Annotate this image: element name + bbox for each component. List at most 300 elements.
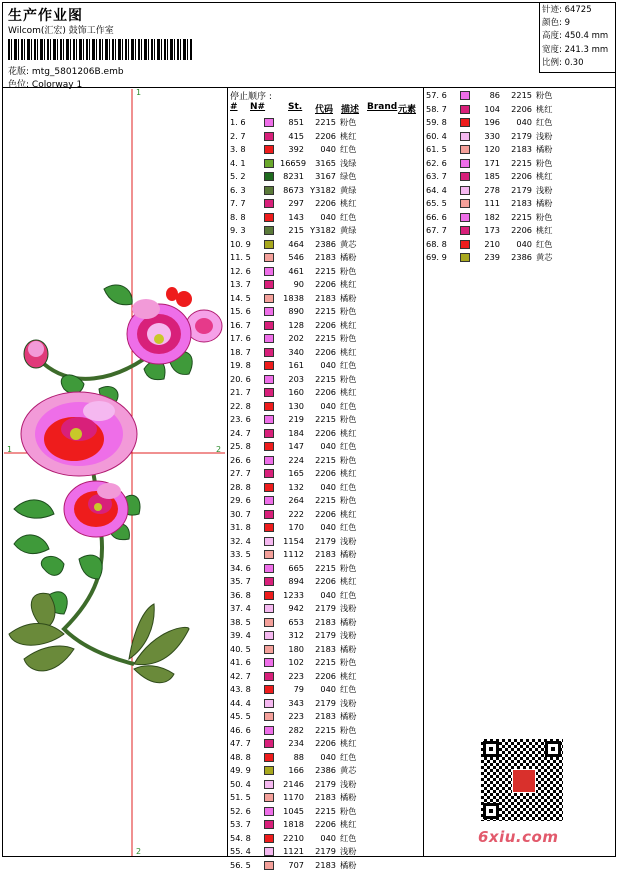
- row-stitches: 392: [288, 144, 304, 154]
- color-swatch-icon: [264, 658, 274, 667]
- row-code: 2215: [315, 333, 336, 343]
- row-desc: 红色: [340, 684, 357, 694]
- row-code: 2183: [315, 252, 336, 262]
- seal-icon: [512, 769, 536, 793]
- color-swatch-icon: [264, 267, 274, 276]
- row-seq: 17. 6: [230, 333, 251, 343]
- row-stitches: 219: [288, 414, 304, 424]
- color-swatch-icon: [460, 132, 470, 141]
- color-swatch-icon: [264, 834, 274, 843]
- row-stitches: 1045: [283, 805, 304, 816]
- stat-scale: 比例: 0.30: [542, 57, 584, 68]
- row-desc: 粉色: [340, 562, 357, 573]
- row-desc: 桃红: [340, 819, 357, 829]
- row-code: 2179: [315, 697, 336, 708]
- row-code: 2183: [511, 198, 532, 208]
- row-stitches: 90: [293, 279, 304, 289]
- row-desc: 桃红: [340, 508, 357, 519]
- row-stitches: 223: [288, 711, 304, 721]
- row-stitches: 2146: [283, 778, 304, 789]
- row-desc: 粉色: [340, 333, 357, 343]
- row-stitches: 171: [484, 157, 500, 168]
- row-desc: 红色: [340, 211, 357, 222]
- row-seq: 7. 7: [230, 198, 246, 208]
- row-code: 2215: [315, 414, 336, 424]
- row-stitches: 86: [489, 90, 500, 100]
- color-swatch-icon: [264, 456, 274, 465]
- color-swatch-icon: [460, 240, 470, 249]
- header: [2, 2, 616, 88]
- row-seq: 32. 4: [230, 535, 251, 546]
- row-seq: 3. 8: [230, 144, 246, 154]
- row-desc: 桃红: [340, 279, 357, 289]
- color-swatch-icon: [264, 442, 274, 451]
- color-swatch-icon: [460, 186, 470, 195]
- row-stitches: 16659: [280, 157, 307, 168]
- row-seq: 66. 6: [426, 211, 447, 222]
- color-swatch-icon: [264, 186, 274, 195]
- row-seq: 31. 8: [230, 522, 251, 532]
- color-swatch-icon: [264, 226, 274, 235]
- row-desc: 粉色: [340, 117, 357, 127]
- sequence-heading: 停止顺序 :: [230, 92, 272, 102]
- color-swatch-icon: [264, 537, 274, 546]
- row-code: 2179: [315, 535, 336, 546]
- row-seq: 4. 1: [230, 157, 246, 168]
- row-stitches: 185: [484, 171, 500, 181]
- page-title: 生产作业图: [8, 8, 83, 24]
- row-desc: 橘粉: [340, 643, 357, 654]
- col-brand: Brand: [367, 102, 398, 112]
- row-stitches: 104: [484, 103, 500, 114]
- row-stitches: 890: [288, 306, 304, 316]
- row-stitches: 130: [288, 400, 304, 411]
- row-desc: 粉色: [340, 495, 357, 505]
- stats-panel: [539, 2, 616, 73]
- row-stitches: 224: [288, 454, 304, 465]
- color-swatch-icon: [264, 415, 274, 424]
- row-code: 2215: [315, 495, 336, 505]
- color-swatch-icon: [460, 253, 470, 262]
- row-code: 3167: [315, 171, 336, 181]
- row-desc: 橘粉: [536, 144, 553, 154]
- color-swatch-icon: [264, 645, 274, 654]
- row-desc: 桃红: [340, 346, 357, 357]
- row-code: Y3182: [310, 225, 336, 235]
- row-seq: 43. 8: [230, 684, 251, 694]
- color-swatch-icon: [264, 820, 274, 829]
- row-seq: 49. 9: [230, 765, 251, 775]
- row-desc: 橘粉: [340, 616, 357, 627]
- color-swatch-icon: [264, 793, 274, 802]
- color-swatch-icon: [264, 847, 274, 856]
- qr-code-icon: [481, 739, 563, 821]
- row-seq: 51. 5: [230, 792, 251, 802]
- row-code: 2215: [315, 562, 336, 573]
- row-desc: 绿色: [340, 171, 357, 181]
- row-desc: 红色: [340, 832, 357, 843]
- color-swatch-icon: [264, 712, 274, 721]
- row-desc: 橘粉: [340, 859, 357, 870]
- row-seq: 44. 4: [230, 697, 251, 708]
- color-swatch-icon: [264, 861, 274, 870]
- color-swatch-icon: [264, 334, 274, 343]
- qr-finder-icon: [483, 803, 499, 819]
- row-desc: 桃红: [536, 103, 553, 114]
- design-label: 花版:: [8, 67, 30, 77]
- color-swatch-icon: [460, 226, 470, 235]
- design-file: [8, 64, 124, 77]
- row-desc: 浅粉: [536, 184, 553, 195]
- row-seq: 26. 6: [230, 454, 251, 465]
- stat-height: 高度: 450.4 mm: [542, 31, 609, 42]
- row-desc: 浅粉: [340, 603, 357, 613]
- row-stitches: 202: [288, 333, 304, 343]
- col-seq: #: [230, 102, 238, 112]
- col-code: 代码: [315, 105, 334, 115]
- row-seq: 5. 2: [230, 171, 246, 181]
- row-stitches: 665: [288, 562, 304, 573]
- row-stitches: 120: [484, 144, 500, 154]
- color-swatch-icon: [264, 253, 274, 262]
- row-code: 2183: [315, 292, 336, 303]
- row-desc: 粉色: [340, 265, 357, 276]
- color-swatch-icon: [264, 685, 274, 694]
- row-desc: 粉色: [340, 414, 357, 424]
- row-stitches: 182: [484, 211, 500, 222]
- row-stitches: 239: [484, 252, 500, 262]
- row-seq: 42. 7: [230, 670, 251, 681]
- row-stitches: 234: [288, 738, 304, 748]
- row-seq: 67. 7: [426, 225, 447, 235]
- row-code: 2183: [315, 792, 336, 802]
- color-swatch-icon: [264, 807, 274, 816]
- row-seq: 34. 6: [230, 562, 251, 573]
- color-swatch-icon: [264, 780, 274, 789]
- row-desc: 黄芯: [340, 238, 357, 249]
- row-seq: 68. 8: [426, 238, 447, 249]
- row-stitches: 546: [288, 252, 304, 262]
- color-swatch-icon: [264, 213, 274, 222]
- color-swatch-icon: [460, 159, 470, 168]
- row-desc: 浅粉: [340, 778, 357, 789]
- color-swatch-icon: [264, 564, 274, 573]
- row-seq: 8. 8: [230, 211, 246, 222]
- row-stitches: 143: [288, 211, 304, 222]
- row-seq: 30. 7: [230, 508, 251, 519]
- row-code: 2386: [511, 252, 532, 262]
- row-seq: 14. 5: [230, 292, 251, 303]
- watermark: 6xiu.com: [478, 828, 559, 846]
- row-desc: 黄芯: [536, 252, 553, 262]
- marker-bottom: 2: [136, 847, 142, 856]
- row-code: 040: [320, 481, 336, 492]
- row-code: 2206: [315, 130, 336, 141]
- row-stitches: 461: [288, 265, 304, 276]
- color-swatch-icon: [264, 766, 274, 775]
- row-seq: 16. 7: [230, 319, 251, 330]
- row-desc: 浅绿: [340, 157, 357, 168]
- row-code: 2206: [315, 427, 336, 438]
- color-swatch-icon: [460, 213, 470, 222]
- row-desc: 桃红: [536, 171, 553, 181]
- row-seq: 9. 3: [230, 225, 246, 235]
- color-swatch-icon: [264, 132, 274, 141]
- row-desc: 浅粉: [536, 130, 553, 141]
- row-code: 2206: [315, 279, 336, 289]
- row-seq: 39. 4: [230, 630, 251, 640]
- row-code: 2215: [511, 211, 532, 222]
- row-code: 040: [320, 400, 336, 411]
- row-seq: 33. 5: [230, 549, 251, 559]
- row-seq: 60. 4: [426, 130, 447, 141]
- row-stitches: 102: [288, 657, 304, 667]
- row-desc: 红色: [340, 144, 357, 154]
- row-code: 2206: [315, 319, 336, 330]
- row-desc: 红色: [340, 589, 357, 600]
- row-desc: 黄芯: [340, 765, 357, 775]
- row-code: 2206: [315, 819, 336, 829]
- color-swatch-icon: [264, 361, 274, 370]
- row-stitches: 160: [288, 387, 304, 397]
- row-stitches: 1121: [283, 846, 304, 856]
- row-seq: 27. 7: [230, 468, 251, 478]
- row-seq: 63. 7: [426, 171, 447, 181]
- row-stitches: 180: [288, 643, 304, 654]
- row-stitches: 184: [288, 427, 304, 438]
- row-code: 2183: [315, 549, 336, 559]
- row-desc: 红色: [340, 360, 357, 370]
- row-code: 2215: [315, 373, 336, 384]
- color-swatch-icon: [264, 469, 274, 478]
- color-swatch-icon: [264, 550, 274, 559]
- row-code: Y3182: [310, 184, 336, 195]
- row-seq: 1. 6: [230, 117, 246, 127]
- row-stitches: 161: [288, 360, 304, 370]
- marker-left: 1: [7, 445, 13, 454]
- color-swatch-icon: [264, 604, 274, 613]
- row-seq: 23. 6: [230, 414, 251, 424]
- row-code: 040: [320, 144, 336, 154]
- row-stitches: 942: [288, 603, 304, 613]
- row-code: 2179: [315, 630, 336, 640]
- row-desc: 粉色: [536, 211, 553, 222]
- row-stitches: 340: [288, 346, 304, 357]
- qr-finder-icon: [483, 741, 499, 757]
- row-code: 2215: [315, 805, 336, 816]
- company-name: Wilcom(汇宏) 鼓饰工作室: [8, 26, 114, 36]
- row-stitches: 8231: [283, 171, 304, 181]
- row-desc: 桃红: [340, 319, 357, 330]
- row-seq: 54. 8: [230, 832, 251, 843]
- row-desc: 浅粉: [340, 846, 357, 856]
- color-swatch-icon: [264, 118, 274, 127]
- row-stitches: 170: [288, 522, 304, 532]
- row-seq: 35. 7: [230, 576, 251, 586]
- color-swatch-icon: [264, 699, 274, 708]
- row-seq: 6. 3: [230, 184, 246, 195]
- color-swatch-icon: [264, 172, 274, 181]
- row-stitches: 132: [288, 481, 304, 492]
- row-seq: 55. 4: [230, 846, 251, 856]
- row-desc: 桃红: [340, 427, 357, 438]
- qr-finder-icon: [545, 741, 561, 757]
- row-stitches: 210: [484, 238, 500, 249]
- color-swatch-icon: [264, 159, 274, 168]
- color-swatch-icon: [264, 591, 274, 600]
- row-desc: 粉色: [536, 90, 553, 100]
- row-seq: 28. 8: [230, 481, 251, 492]
- row-desc: 浅粉: [340, 697, 357, 708]
- row-code: 040: [320, 684, 336, 694]
- row-stitches: 203: [288, 373, 304, 384]
- row-desc: 红色: [536, 238, 553, 249]
- row-seq: 12. 6: [230, 265, 251, 276]
- row-seq: 50. 4: [230, 778, 251, 789]
- color-swatch-icon: [264, 631, 274, 640]
- row-stitches: 282: [288, 724, 304, 735]
- row-code: 040: [320, 832, 336, 843]
- color-swatch-icon: [264, 672, 274, 681]
- row-seq: 62. 6: [426, 157, 447, 168]
- row-code: 2215: [511, 90, 532, 100]
- row-seq: 45. 5: [230, 711, 251, 721]
- color-swatch-icon: [264, 307, 274, 316]
- row-seq: 40. 5: [230, 643, 251, 654]
- row-stitches: 165: [288, 468, 304, 478]
- row-stitches: 278: [484, 184, 500, 195]
- row-stitches: 894: [288, 576, 304, 586]
- design-value: mtg_5801206B.emb: [31, 67, 124, 77]
- row-code: 2215: [315, 454, 336, 465]
- row-stitches: 653: [288, 616, 304, 627]
- row-code: 2183: [315, 859, 336, 870]
- row-seq: 38. 5: [230, 616, 251, 627]
- color-swatch-icon: [264, 402, 274, 411]
- row-code: 2206: [315, 346, 336, 357]
- row-desc: 桃红: [340, 576, 357, 586]
- row-desc: 粉色: [340, 306, 357, 316]
- row-seq: 2. 7: [230, 130, 246, 141]
- row-desc: 橘粉: [340, 792, 357, 802]
- row-code: 3165: [315, 157, 336, 168]
- row-code: 2179: [315, 778, 336, 789]
- row-desc: 粉色: [536, 157, 553, 168]
- col-needle: N#: [250, 102, 266, 112]
- barcode-icon: [8, 39, 193, 60]
- marker-right: 2: [216, 445, 222, 454]
- col-desc: 描述: [341, 105, 360, 115]
- stat-width: 宽度: 241.3 mm: [542, 44, 609, 55]
- row-stitches: 1112: [283, 549, 304, 559]
- row-seq: 57. 6: [426, 90, 447, 100]
- row-stitches: 343: [288, 697, 304, 708]
- row-stitches: 147: [288, 441, 304, 451]
- color-swatch-icon: [264, 429, 274, 438]
- col-stitches: St.: [288, 102, 303, 112]
- row-code: 2183: [315, 711, 336, 721]
- color-swatch-icon: [264, 199, 274, 208]
- row-code: 040: [516, 117, 532, 127]
- row-desc: 粉色: [340, 724, 357, 735]
- row-code: 2206: [511, 103, 532, 114]
- color-swatch-icon: [460, 91, 470, 100]
- color-swatch-icon: [264, 496, 274, 505]
- row-code: 2215: [315, 265, 336, 276]
- column-divider: [227, 88, 228, 857]
- row-desc: 桃红: [340, 738, 357, 748]
- color-swatch-icon: [264, 348, 274, 357]
- color-swatch-icon: [264, 753, 274, 762]
- row-stitches: 1154: [283, 535, 304, 546]
- row-stitches: 79: [293, 684, 304, 694]
- row-seq: 37. 4: [230, 603, 251, 613]
- row-seq: 36. 8: [230, 589, 251, 600]
- stat-stitches: 针迹: 64725: [542, 5, 592, 15]
- row-desc: 橘粉: [340, 549, 357, 559]
- row-desc: 桃红: [340, 387, 357, 397]
- row-stitches: 297: [288, 198, 304, 208]
- row-stitches: 1838: [283, 292, 304, 303]
- row-desc: 橘粉: [340, 292, 357, 303]
- row-desc: 浅粉: [340, 535, 357, 546]
- row-seq: 64. 4: [426, 184, 447, 195]
- row-seq: 65. 5: [426, 198, 447, 208]
- row-code: 040: [320, 360, 336, 370]
- row-seq: 59. 8: [426, 117, 447, 127]
- row-seq: 11. 5: [230, 252, 251, 262]
- color-swatch-icon: [264, 510, 274, 519]
- row-seq: 20. 6: [230, 373, 251, 384]
- color-swatch-icon: [264, 294, 274, 303]
- row-seq: 48. 8: [230, 751, 251, 762]
- row-seq: 61. 5: [426, 144, 447, 154]
- row-stitches: 222: [288, 508, 304, 519]
- row-desc: 粉色: [340, 805, 357, 816]
- row-code: 2215: [511, 157, 532, 168]
- row-stitches: 2210: [283, 832, 304, 843]
- row-stitches: 415: [288, 130, 304, 141]
- color-swatch-icon: [264, 375, 274, 384]
- row-desc: 粉色: [340, 657, 357, 667]
- row-stitches: 223: [288, 670, 304, 681]
- stat-colors: 颜色: 9: [542, 18, 570, 29]
- row-code: 2206: [315, 508, 336, 519]
- row-seq: 18. 7: [230, 346, 251, 357]
- row-desc: 红色: [340, 522, 357, 532]
- row-desc: 桃红: [340, 130, 357, 141]
- row-stitches: 851: [288, 117, 304, 127]
- color-swatch-icon: [264, 577, 274, 586]
- row-code: 2206: [315, 576, 336, 586]
- row-code: 040: [320, 441, 336, 451]
- row-code: 040: [320, 751, 336, 762]
- row-stitches: 464: [288, 238, 304, 249]
- row-code: 2179: [511, 184, 532, 195]
- row-stitches: 88: [293, 751, 304, 762]
- colorway-value: Colorway 1: [31, 80, 83, 90]
- row-code: 2179: [315, 603, 336, 613]
- row-stitches: 111: [484, 198, 500, 208]
- row-stitches: 173: [484, 225, 500, 235]
- row-desc: 红色: [340, 441, 357, 451]
- color-swatch-icon: [264, 618, 274, 627]
- row-seq: 21. 7: [230, 387, 251, 397]
- row-stitches: 8673: [283, 184, 304, 195]
- color-swatch-icon: [460, 172, 470, 181]
- row-code: 2206: [511, 225, 532, 235]
- colorway-label: 色位:: [8, 80, 30, 90]
